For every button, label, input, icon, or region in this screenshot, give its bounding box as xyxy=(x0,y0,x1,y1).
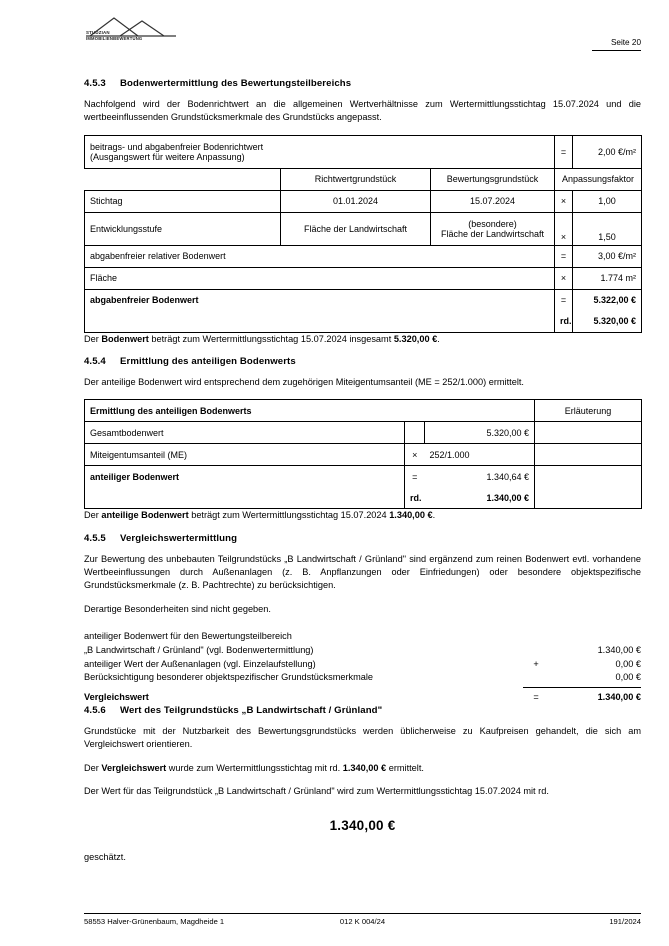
cell-me-label: Miteigentumsanteil (ME) xyxy=(85,444,405,466)
header-divider xyxy=(592,50,641,51)
table-row xyxy=(85,267,642,289)
cell-op-a3: = xyxy=(405,466,425,488)
cell-flaeche-value: 1.774 m² xyxy=(573,267,642,289)
section-heading-454 xyxy=(84,356,641,367)
cell-op-5: × xyxy=(555,267,573,289)
cell-anteiliger-value: 1.340,64 € xyxy=(425,466,535,488)
table-row xyxy=(85,311,642,333)
cell-header-erlaeuterung: Erläuterung xyxy=(535,400,642,422)
anteiliger-bodenwert-table xyxy=(84,399,642,509)
sum-row-3-label: Berücksichtigung besonderer objektspezifischer Grundstücksmerkmale xyxy=(84,672,374,683)
table-row xyxy=(85,400,642,422)
cell-header-richtwertgrundstueck: Richtwertgrundstück xyxy=(281,168,431,190)
cell-faktor-entwicklung: 1,50 xyxy=(573,212,642,245)
cell-erl-3 xyxy=(535,466,642,488)
sum-row-1-line2: „B Landwirtschaft / Grünland" (vgl. Bodenwertermittlung) xyxy=(84,644,314,655)
footer-address: 58553 Halver-Grünenbaum, Magdheide 1 xyxy=(84,917,225,926)
logo-name: STUDZIAN xyxy=(86,30,110,35)
cell-entwicklung-bewertung xyxy=(431,212,555,245)
page-number-label: Seite 20 xyxy=(610,38,641,47)
cell-op-a2: × xyxy=(405,444,425,466)
p456-bold1: Vergleichswert xyxy=(101,762,167,773)
cell-header-anpassungsfaktor: Anpassungsfaktor xyxy=(555,168,642,190)
p456-post: ermittelt. xyxy=(386,762,424,773)
cell-op-2: × xyxy=(555,190,573,212)
cell-op-3: × xyxy=(555,212,573,245)
section-454-result xyxy=(84,509,641,522)
sum-row-1-value: 1.340,00 € xyxy=(597,644,641,655)
sum-row-2 xyxy=(84,658,641,672)
sum-row-3 xyxy=(84,671,641,685)
cell-me-value: 252/1.000 xyxy=(425,444,535,466)
footer-reference: 191/2024 xyxy=(609,917,641,926)
cell-rd-value: 5.320,00 € xyxy=(573,311,642,333)
sum-row-4-op: = xyxy=(533,692,539,703)
cell-entwicklungsstufe-label: Entwicklungsstufe xyxy=(85,212,281,245)
p456-mid: wurde zum Wertermittlungsstichtag mit rd. xyxy=(166,762,343,773)
cell-op-a1 xyxy=(405,422,425,444)
section-title-455: Vergleichswertermittlung xyxy=(120,532,238,544)
section-number-454: 4.5.4 xyxy=(84,356,106,368)
richtwert-label-line1: beitrags- und abgabenfreier Bodenrichtwert xyxy=(90,141,264,152)
p456-bold2: 1.340,00 € xyxy=(342,762,387,773)
result454-mid: beträgt zum Wertermittlungsstichtag 15.07.2024 xyxy=(188,510,390,521)
page-footer xyxy=(84,913,641,926)
section-title-456: Wert des Teilgrundstücks „B Landwirtschaft / Grünland" xyxy=(120,705,383,717)
table-row xyxy=(85,487,642,509)
logo-subtitle: IMMOBILIENBEWERTUNG xyxy=(86,36,143,41)
result-pre: Der xyxy=(84,333,102,344)
sum-row-1-label xyxy=(84,630,523,658)
section-456-p1: Grundstücke mit der Nutzbarkeit des Bewertungsgrundstücks werden üblicherweise zu Kaufpreisen gehandelt, die sich am Vergleichswert orientieren. xyxy=(84,726,641,750)
cell-op-6: = xyxy=(555,289,573,311)
cell-gesamtbodenwert-value: 5.320,00 € xyxy=(425,422,535,444)
result-mid: beträgt zum Wertermittlungsstichtag 15.07.2024 insgesamt xyxy=(148,333,394,344)
cell-relativer-bodenwert-label: abgabenfreier relativer Bodenwert xyxy=(85,245,555,267)
cell-rd2-spacer xyxy=(85,487,405,509)
cell-rd2-value: 1.340,00 € xyxy=(425,487,535,509)
sum-row-4-value: 1.340,00 € xyxy=(597,692,641,703)
result-post: . xyxy=(437,333,440,344)
cell-empty-header xyxy=(85,168,281,190)
bodenwert-table xyxy=(84,135,642,333)
sum-row-2-op: + xyxy=(533,658,539,669)
section-453-intro: Nachfolgend wird der Bodenrichtwert an die allgemeinen Wertverhältnisse zum Wertermittlungsstichtag 15.07.2024 und die wertbeeinflussenden Grundstücksmerkmale des Grundstücks angepasst. xyxy=(84,99,641,123)
section-456-p3: Der Wert für das Teilgrundstück „B Landwirtschaft / Grünland" wird zum Wertermittlungsstichtag 15.07.2024 mit rd. xyxy=(84,786,549,797)
result454-bold2: 1.340,00 € xyxy=(389,510,433,521)
table-row xyxy=(85,289,642,311)
cell-op-rd: rd. xyxy=(555,311,573,333)
section-456-p2 xyxy=(84,762,641,775)
section-number-453: 4.5.3 xyxy=(84,78,106,89)
cell-gesamtbodenwert-label: Gesamtbodenwert xyxy=(85,422,405,444)
entwicklung-line2: Fläche der Landwirtschaft xyxy=(440,228,545,239)
cell-erl-1 xyxy=(535,422,642,444)
sum-row-2-label: anteiliger Wert der Außenanlagen (vgl. Einzelaufstellung) xyxy=(84,658,316,669)
p456-pre: Der xyxy=(84,762,102,773)
section-453-result xyxy=(84,333,641,346)
cell-erl-2 xyxy=(535,444,642,466)
table-row xyxy=(85,422,642,444)
cell-stichtag-bewertung: 15.07.2024 xyxy=(431,190,555,212)
cell-header-ermittlung: Ermittlung des anteiligen Bodenwerts xyxy=(85,400,535,422)
table-row xyxy=(85,444,642,466)
table-row xyxy=(85,190,642,212)
table-row xyxy=(85,245,642,267)
cell-erl-4 xyxy=(535,487,642,509)
table-row xyxy=(85,212,642,245)
final-value-amount: 1.340,00 € xyxy=(329,818,396,834)
page-content xyxy=(84,78,641,875)
section-454-intro: Der anteilige Bodenwert wird entsprechend dem zugehörigen Miteigentumsanteil (ME = 252/1.000) ermittelt. xyxy=(84,377,524,388)
vergleichswert-summation xyxy=(84,630,641,705)
cell-relativer-bodenwert-value: 3,00 €/m² xyxy=(573,245,642,267)
section-title-454: Ermittlung des anteiligen Bodenwerts xyxy=(120,356,296,368)
cell-stichtag-richtwert: 01.01.2024 xyxy=(281,190,431,212)
richtwert-label-line2: (Ausgangswert für weitere Anpassung) xyxy=(90,151,245,162)
result454-post: . xyxy=(432,510,436,521)
result454-pre: Der xyxy=(84,510,102,521)
sum-row-1 xyxy=(84,630,641,658)
result454-bold1: anteilige Bodenwert xyxy=(101,510,189,521)
cell-value-1: 2,00 €/m² xyxy=(573,135,642,168)
sum-row-2-value: 0,00 € xyxy=(615,658,641,669)
section-455-p2: Derartige Besonderheiten sind nicht gegeben. xyxy=(84,603,271,614)
sum-row-4 xyxy=(84,691,641,705)
section-title-453: Bodenwertermittlung des Bewertungsteilbereichs xyxy=(120,78,352,89)
cell-flaeche-label: Fläche xyxy=(85,267,555,289)
cell-stichtag-label: Stichtag xyxy=(85,190,281,212)
cell-entwicklung-richtwert: Fläche der Landwirtschaft xyxy=(281,212,431,245)
cell-richtwert-label xyxy=(85,135,555,168)
section-heading-455 xyxy=(84,533,641,544)
cell-header-bewertungsgrundstueck: Bewertungsgrundstück xyxy=(431,168,555,190)
cell-abgabenfreier-bodenwert-value: 5.322,00 € xyxy=(573,289,642,311)
section-number-456: 4.5.6 xyxy=(84,705,106,717)
cell-rd-spacer xyxy=(85,311,555,333)
cell-op-4: = xyxy=(555,245,573,267)
footer-case-number: 012 K 004/24 xyxy=(339,917,386,926)
section-455-p1: Zur Bewertung des unbebauten Teilgrundstücks „B Landwirtschaft / Grünland" sind ergänzend zum reinen Bodenwert evtl. vorhandene Wertbeeinflussungen durch Außenanlagen (z. B. Anpflanzungen oder Einfriedungen) oder besondere objektspezifische Grundstücksmerkmale (z. B. Pachtrechte) zu berücksichtigen. xyxy=(84,553,641,591)
entwicklung-line1: (besondere) xyxy=(468,218,517,229)
section-456-p4: geschätzt. xyxy=(84,852,126,863)
sum-row-4-label: Vergleichswert xyxy=(84,692,149,703)
cell-op-1: = xyxy=(555,135,573,168)
cell-anteiliger-label: anteiliger Bodenwert xyxy=(85,466,405,488)
result-bold1: Bodenwert xyxy=(101,333,149,344)
sum-row-1-line1: anteiliger Bodenwert für den Bewertungsteilbereich xyxy=(84,631,292,642)
page-header xyxy=(0,0,669,56)
cell-faktor-stichtag: 1,00 xyxy=(573,190,642,212)
table-row xyxy=(85,135,642,168)
sum-row-3-value: 0,00 € xyxy=(615,672,641,683)
table-row xyxy=(85,466,642,488)
section-number-455: 4.5.5 xyxy=(84,532,106,544)
footer-divider xyxy=(84,913,641,914)
result-bold2: 5.320,00 € xyxy=(393,333,438,344)
section-heading-453 xyxy=(84,78,641,89)
table-row xyxy=(85,168,642,190)
cell-abgabenfreier-bodenwert-label: abgabenfreier Bodenwert xyxy=(85,289,555,311)
section-heading-456 xyxy=(84,705,641,716)
cell-op-a4: rd. xyxy=(405,487,425,509)
